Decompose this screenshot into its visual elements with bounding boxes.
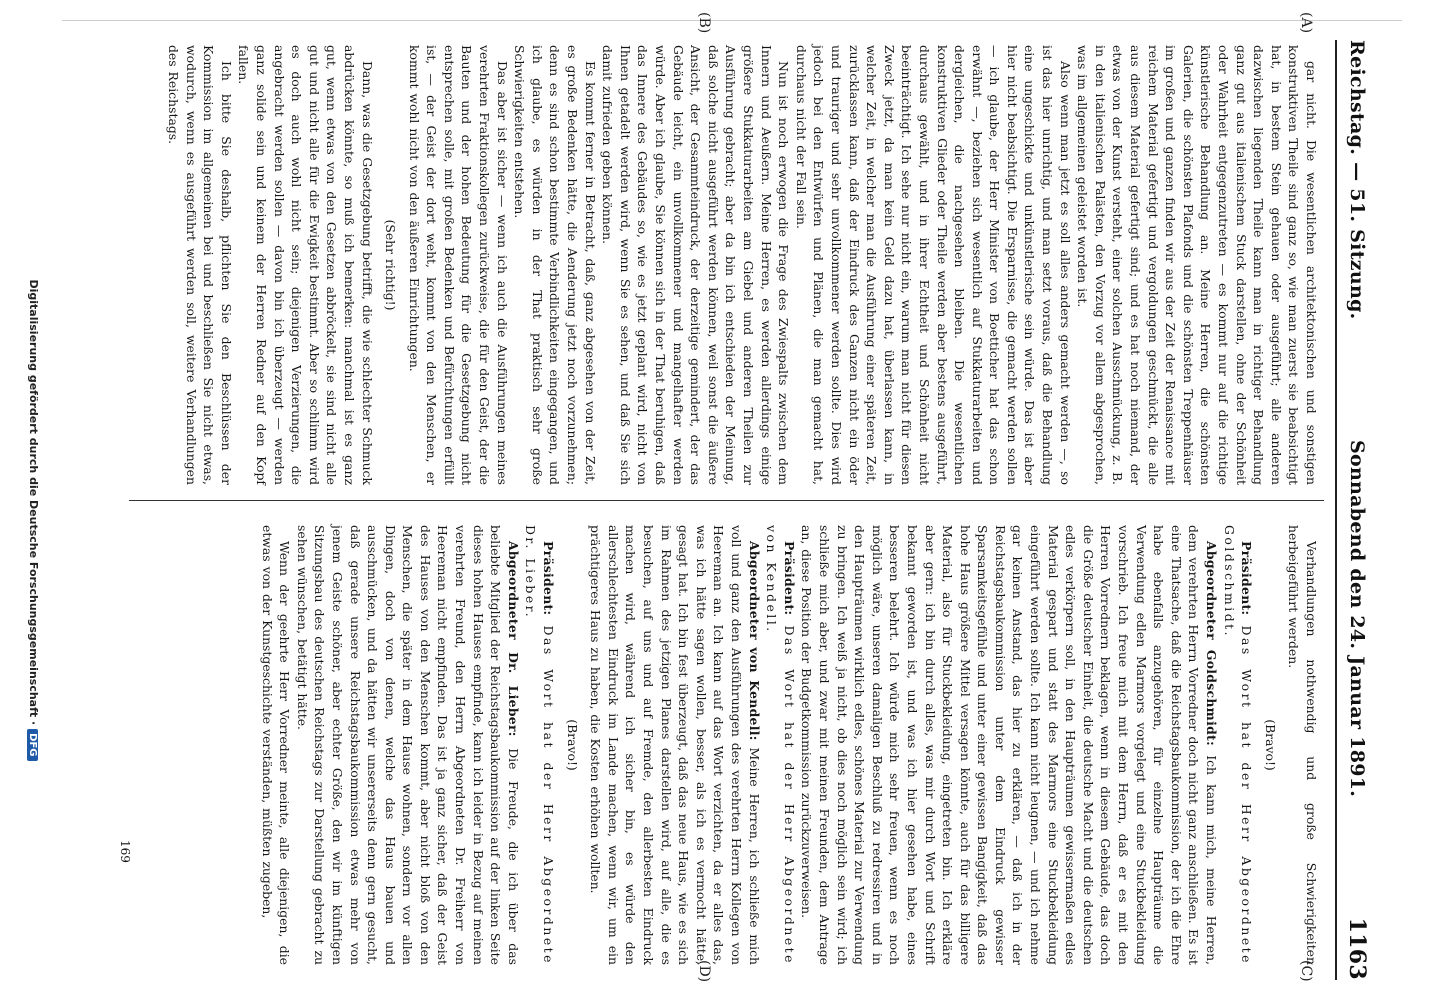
sheet-signature: 169	[118, 840, 132, 863]
paragraph: Dann, was die Gesetzgebung betrifft, die wie schlechter Schmuck abdrücken könnte, so muß ich bemerken: manchmal ist es ganz gut, wenn etwas von den Gesetzen abbröckelt, sie sind nicht alle gut und nicht alle für die Ewigkeit bestimmt. Aber so schlimm wird es doch auch wohl nicht sein; diejenigen Verzierungen, die angebracht werden sollen — davon bin ich überzeugt — werden ganz solide sein und keinem der Herren Redner auf den Kopf fallen.	[236, 45, 375, 485]
page-number: 1163	[1344, 917, 1370, 980]
speaker-label: Präsident:	[541, 541, 557, 616]
paragraph: Verhandlungen nothwendig und große Schwierigkeiten herbeigeführt werden.	[1286, 525, 1319, 965]
credit-text: Digitalisierung gefördert durch die Deutsche Forschungsgemeinschaft ·	[27, 279, 40, 726]
column-divider	[129, 500, 1324, 501]
speech	[293, 525, 522, 965]
speech-text: Die Freude, die ich über das beliebte Mitglied der Reichstagsbaukommission auf der linken Seite dieses hohen Hauses empfinde, kann ich leider in Bezug auf meinen verehrten Freund, den Herrn Abgeordneten Dr. Freiherr von Heereman nicht empfinden. Das ist ja ganz sicher, daß der Geist des Hauses von den Menschen kommt, aber nicht bloß von den Menschen, die später in dem Hause wohnen, sondern vor allen Dingen, doch von denen, welche das Haus bauen und ausschmücken, und da hätten wir unsererseits denn gern gesucht, daß gerade unsere Reichstagsbaukommission etwas mehr von jenem Geiste schöner, aber echter Größe, den wir im künftigen Sitzungsbau des deutschen Reichstags zur Darstellung gebracht zu sehen wünschen, betätigt hätte.	[294, 525, 521, 965]
paragraph: gar nicht. Die wesentlichen architektonischen und sonstigen konstruktiven Theile sind ganz so, wie man zuerst sie beabsichtigt hat, in bestem Stein gehauen oder ausgeführt; alle anderen dazwischen liegenden Theile kann man in richtiger Behandlung ganz gut aus italienischem Stuck darstellen, ohne der Schönheit oder Wahrheit entgegenzutreten — es kommt nur auf die richtige künstlerische Behandlung an. Meine Herren, die schönsten Galerien, die schönsten Plafonds und die schönsten Treppenhäuser im großen und ganzen finden wir aus der Zeit der Renaissance mit reichem Material gefertigt und vergoldungen geschmückt, die alle aus diesem Material gefertigt sind; und es hat noch niemand, der etwas von der Kunst versteht, einer solchen Ausschmückung, z. B. in den italienischen Palästen, den Vorzug vor allem abgesprochen, was im allgemeinen geleistet worden ist.	[1075, 45, 1319, 485]
paragraph: Ich bitte Sie deshalb, pflichten Sie den Beschlüssen der Kommission im allgemeinen bei und beschließen Sie nicht etwas, wodurch, wenn es ausgeführt werden soll, weitere Verhandlungen des Reichstags.	[166, 45, 234, 485]
interjection: (Sehr richtig!)	[383, 219, 399, 311]
speech-text: Meine Herren, ich schließe mich voll und ganz den Ausführungen des verehrten Herrn Kollegen von Heereman an. Ich kann auf das Wort verzichten, da er alles das, was ich hätte sagen wollen, besser, als ich es vermocht hätte, gesagt hat. Ich bin fest überzeugt, daß das neue Haus, wie es sich im Rahmen des jetzigen Planes darstellen wird, auf alle, die es besuchen, auf uns und auf Fremde, den allerbesten Eindruck machen wird, während ich sicher bin, es würde den allerschlechtesten Eindruck im Lande machen, wenn wir, um ein prächtigeres Haus zu haben, die Kosten erhöhen wollten.	[588, 525, 762, 965]
digitization-credit	[27, 60, 40, 980]
speaker-label: Präsident:	[1239, 541, 1255, 616]
margin-mark-b: (B)	[696, 12, 712, 34]
speech-text: Ich kann mich, meine Herren, dem verehrten Herrn Vorredner doch nicht ganz anschließen. Es ist eine Thatsache, daß die Reichstagsbaukommission, der ich die Ehre habe ebenfalls anzugehören, für einzelne Haupträume die Verwendung edlen Marmors vorgelegt und eine Stuckbekleidung vorschrieb. Ich freue mich mit dem Herrn, daß er es mit den Herren Vorrednern beklagen, wenn in diesem Gebäude, das doch die Größe deutscher Einheit, die deutsche Macht und die deutschen edles verkörpern soll, in den Haupträumen gewissermaßen edles Material gespart und statt des Marmors eine Stuckbekleidung eingeführt werden sollte. Ich kann nicht leugnen, — und ich nehme gar keinen Anstand, das hier zu erklären, — daß ich in der Reichstagsbaukommission unter dem Eindruck gewisser Sparsamkeitsgefühle und unter einer gewissen Bangigkeit, daß das hohe Haus größere Mittel versagen könnte, auch für das billigere Material, also für Stuckbekleidung, eingetreten bin. Ich erkläre aber gern: ich bin durch alles, was mir durch Wort und Schrift bekannt geworden ist, und was ich hier gesehen habe, eines besseren belehrt. Ich würde mich sehr freuen, wenn es noch möglich wäre, unseren damaligen Beschluß zu redressiren und in den Haupträumen wirklich edles, schönes Material zur Verwendung zu bringen. Ich weiß ja nicht, ob dies noch möglich sein wird; ich schließe mich aber, und zwar mit meinen Freunden, dem Antrage an, diese Position der Budgetkommission zurückzuverweisen.	[799, 525, 1220, 965]
speech-text: Das Wort hat der Herr Abgeordnete Goldschmidt.	[1221, 525, 1255, 965]
speech-text: Das Wort hat der Herr Abgeordnete von Kendell.	[764, 525, 797, 965]
speaker-label: Abgeordneter Goldschmidt:	[1204, 541, 1220, 746]
speaker-label: Präsident:	[781, 541, 797, 616]
paragraph: Wenn der geehrte Herr Vorredner meinte, alle diejenigen, die etwas von der Kunstgeschichte verständen, müßten zugeben,	[259, 525, 293, 965]
margin-mark-c: (C)	[1298, 960, 1314, 982]
margin-mark-a: (A)	[1298, 12, 1314, 34]
interjection: (Bravo!)	[1262, 719, 1278, 771]
speaker-label: Abgeordneter von Kendell:	[746, 541, 762, 741]
president-remark	[763, 525, 798, 965]
header-session: Reichstag. — 51. Sitzung.	[1346, 40, 1368, 320]
interjection: (Bravo!)	[564, 719, 580, 771]
speech	[587, 525, 763, 965]
page-header	[1335, 40, 1377, 980]
president-remark	[522, 525, 557, 965]
paragraph: Das aber ist sicher — wenn ich auch die Ausführungen meines verehrten Fraktionskollegen zurückweise, die für den Geist, der die Bauten und der hohen Bedeutung für die Gesetzgebung nicht entsprechen solle, mit großen Bedenken und Befürchtungen erfüllt ist, — der Geist der dort weht, kommt von den Menschen, er kommt wohl nicht von den äußeren Einrichtungen.	[406, 45, 510, 485]
margin-mark-d: (D)	[696, 960, 712, 983]
paragraph: Es kommt ferner in Betracht, daß, ganz abgesehen von der Zeit, es große Bedenken hätte, die Aenderung jetzt noch vorzunehmen; denn es sind schon bestimmte Verbindlichkeiten eingegangen, und ich glaube, es würden in der That praktisch sehr große Schwierigkeiten entstehen.	[512, 45, 598, 485]
paragraph: Also wenn man jetzt es soll alles anders gemacht werden —, so ist das hier unrichtig, und man setzt voraus, daß die Behandlung eine ungeschickte und unkünstlerische sein würde. Das ist aber hier nicht beabsichtigt. Die Ersparnisse, die gemacht werden sollen — ich glaube, der Herr Minister von Boetticher hat das schon erwähnt —, beziehen sich wesentlich auf Stukkaturarbeiten und dergleichen, die nachgesehen bleiben. Die wesentlichen konstruktiven Glieder oder Theile werden aber bestens ausgeführt, durchaus gewählt, und in ihrer Echtheit und Schönheit nicht beeinträchtigt. Ich sehe nur nicht ein, warum man nicht für diesen Zweck jetzt, da man kein Geld dazu hat, überlassen kann, in welcher Zeit, in welcher man die Ausführung einer späteren Zeit, zurücklassen kann, daß der Eindruck des Ganzen nicht ein öder und trauriger und sehr unvollkommener werden sollte. Dies wird jedoch bei den Entwürfen und Plänen, die man gemacht hat, durchaus nicht der Fall sein.	[793, 45, 1073, 485]
speech-text: Das Wort hat der Herr Abgeordnete Dr. Lieber.	[523, 525, 557, 965]
paragraph: Nun ist noch erwogen die Frage des Zwiespalts zwischen dem Innern und Aeußern. Meine Herren, es werden allerdings einige größere Stukkaturarbeiten am Giebel und anderen Theilen zur Ausführung gebracht; aber da bin ich entschieden der Meinung, daß solche nicht ausgeführt werden können, weil sonst die äußere Ansicht, der Gesammteindruck, der derzeitige gemindert, der das Gebäude leicht, ein unvollkommener und mangelhafter werden würde. Aber ich glaube, Sie können sich in der That beruhigen, daß das Innere des Gebäudes so, wie es jetzt geplant wird, nicht von Ihnen getadelt werden wird, wenn Sie es sehen, und daß Sie sich damit zufrieden geben können.	[600, 45, 792, 485]
left-column	[164, 45, 1320, 485]
speaker-label: Abgeordneter Dr. Lieber:	[505, 541, 521, 737]
dfg-logo: DFG	[27, 729, 38, 760]
right-column	[258, 525, 1320, 965]
president-remark	[1220, 525, 1255, 965]
speech	[798, 525, 1220, 965]
header-date: Sonnabend den 24. Januar 1891.	[1346, 439, 1368, 798]
